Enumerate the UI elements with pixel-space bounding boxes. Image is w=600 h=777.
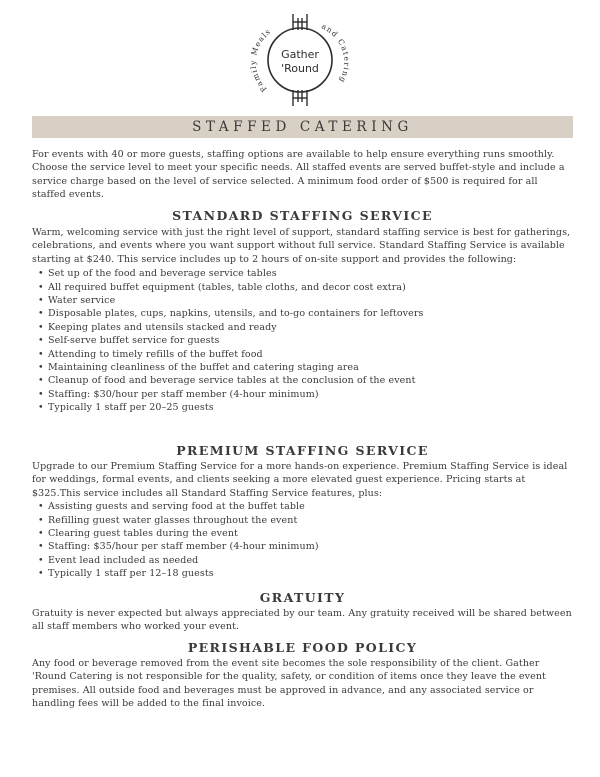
list-item: • Keeping plates and utensils stacked and ready	[38, 321, 573, 334]
standard-list	[32, 267, 573, 414]
list-item: • Disposable plates, cups, napkins, utensils, and to-go containers for leftovers	[38, 307, 573, 320]
banner-title: STAFFED CATERING	[192, 119, 413, 135]
list-item: • Attending to timely refills of the buffet food	[38, 348, 573, 361]
logo-name-line2: 'Round	[281, 62, 319, 75]
list-item: • Clearing guest tables during the event	[38, 527, 573, 540]
list-item: • Typically 1 staff per 20–25 guests	[38, 401, 573, 414]
perishable-heading: PERISHABLE FOOD POLICY	[187, 640, 418, 655]
gratuity-heading: GRATUITY	[259, 590, 346, 605]
list-item: • All required buffet equipment (tables, table cloths, and decor cost extra)	[38, 281, 573, 294]
section-banner	[32, 116, 573, 138]
list-item: • Set up of the food and beverage service tables	[38, 267, 573, 280]
list-item: • Assisting guests and serving food at the buffet table	[38, 500, 573, 513]
intro-section	[32, 148, 573, 202]
list-item: • Refilling guest water glasses throughout the event	[38, 514, 573, 527]
premium-heading: PREMIUM STAFFING SERVICE	[176, 443, 429, 458]
premium-paragraph: Upgrade to our Premium Staffing Service for a more hands-on experience. Premium Staffing Service is ideal for weddings, formal events, and clients seeking a more elevated guest experience. Pricing starts at $325.This service includes all Standard Staffing Service features, plus:	[32, 461, 568, 499]
gratuity-section	[32, 590, 573, 634]
intro-paragraph: For events with 40 or more guests, staffing options are available to help ensure everything runs smoothly. Choose the service level to meet your specific needs. All staffed events are served buffet-style and include a service charge based on the level of service selected. A minimum food order of $500 is required for all staffed events.	[32, 149, 565, 201]
list-item: • Staffing: $30/hour per staff member (4-hour minimum)	[38, 388, 573, 401]
logo-arc-right: and Catering	[320, 21, 352, 86]
logo-name-line1: Gather	[281, 48, 319, 61]
gather-round-logo	[240, 8, 360, 112]
list-item: • Cleanup of food and beverage service tables at the conclusion of the event	[38, 374, 573, 387]
list-item: • Staffing: $35/hour per staff member (4-hour minimum)	[38, 540, 573, 553]
list-item: • Event lead included as needed	[38, 554, 573, 567]
perishable-paragraph: Any food or beverage removed from the event site becomes the sole responsibility of the client. Gather 'Round Catering is not responsible for the quality, safety, or condition of items once they leave the event premises. All outside food and beverages must be approved in advance, and any associated service or handling fees will be added to the final invoice.	[32, 658, 546, 710]
list-item: • Typically 1 staff per 12–18 guests	[38, 567, 573, 580]
standard-section	[32, 208, 573, 415]
gratuity-paragraph: Gratuity is never expected but always appreciated by our team. Any gratuity received will be shared between all staff members who worked your event.	[32, 608, 572, 633]
premium-section	[32, 443, 573, 581]
logo-arc-left: Family Meals	[248, 26, 273, 94]
standard-heading: STANDARD STAFFING SERVICE	[172, 208, 433, 223]
premium-list	[32, 500, 573, 580]
standard-paragraph: Warm, welcoming service with just the right level of support, standard staffing service is best for gatherings, celebrations, and events where you want support without full service. Standard Staffing Service is available starting at $240. This service includes up to 2 hours of on-site support and provides the following:	[32, 227, 571, 265]
list-item: • Maintaining cleanliness of the buffet and catering staging area	[38, 361, 573, 374]
list-item: • Water service	[38, 294, 573, 307]
list-item: • Self-serve buffet service for guests	[38, 334, 573, 347]
perishable-section	[32, 640, 573, 711]
